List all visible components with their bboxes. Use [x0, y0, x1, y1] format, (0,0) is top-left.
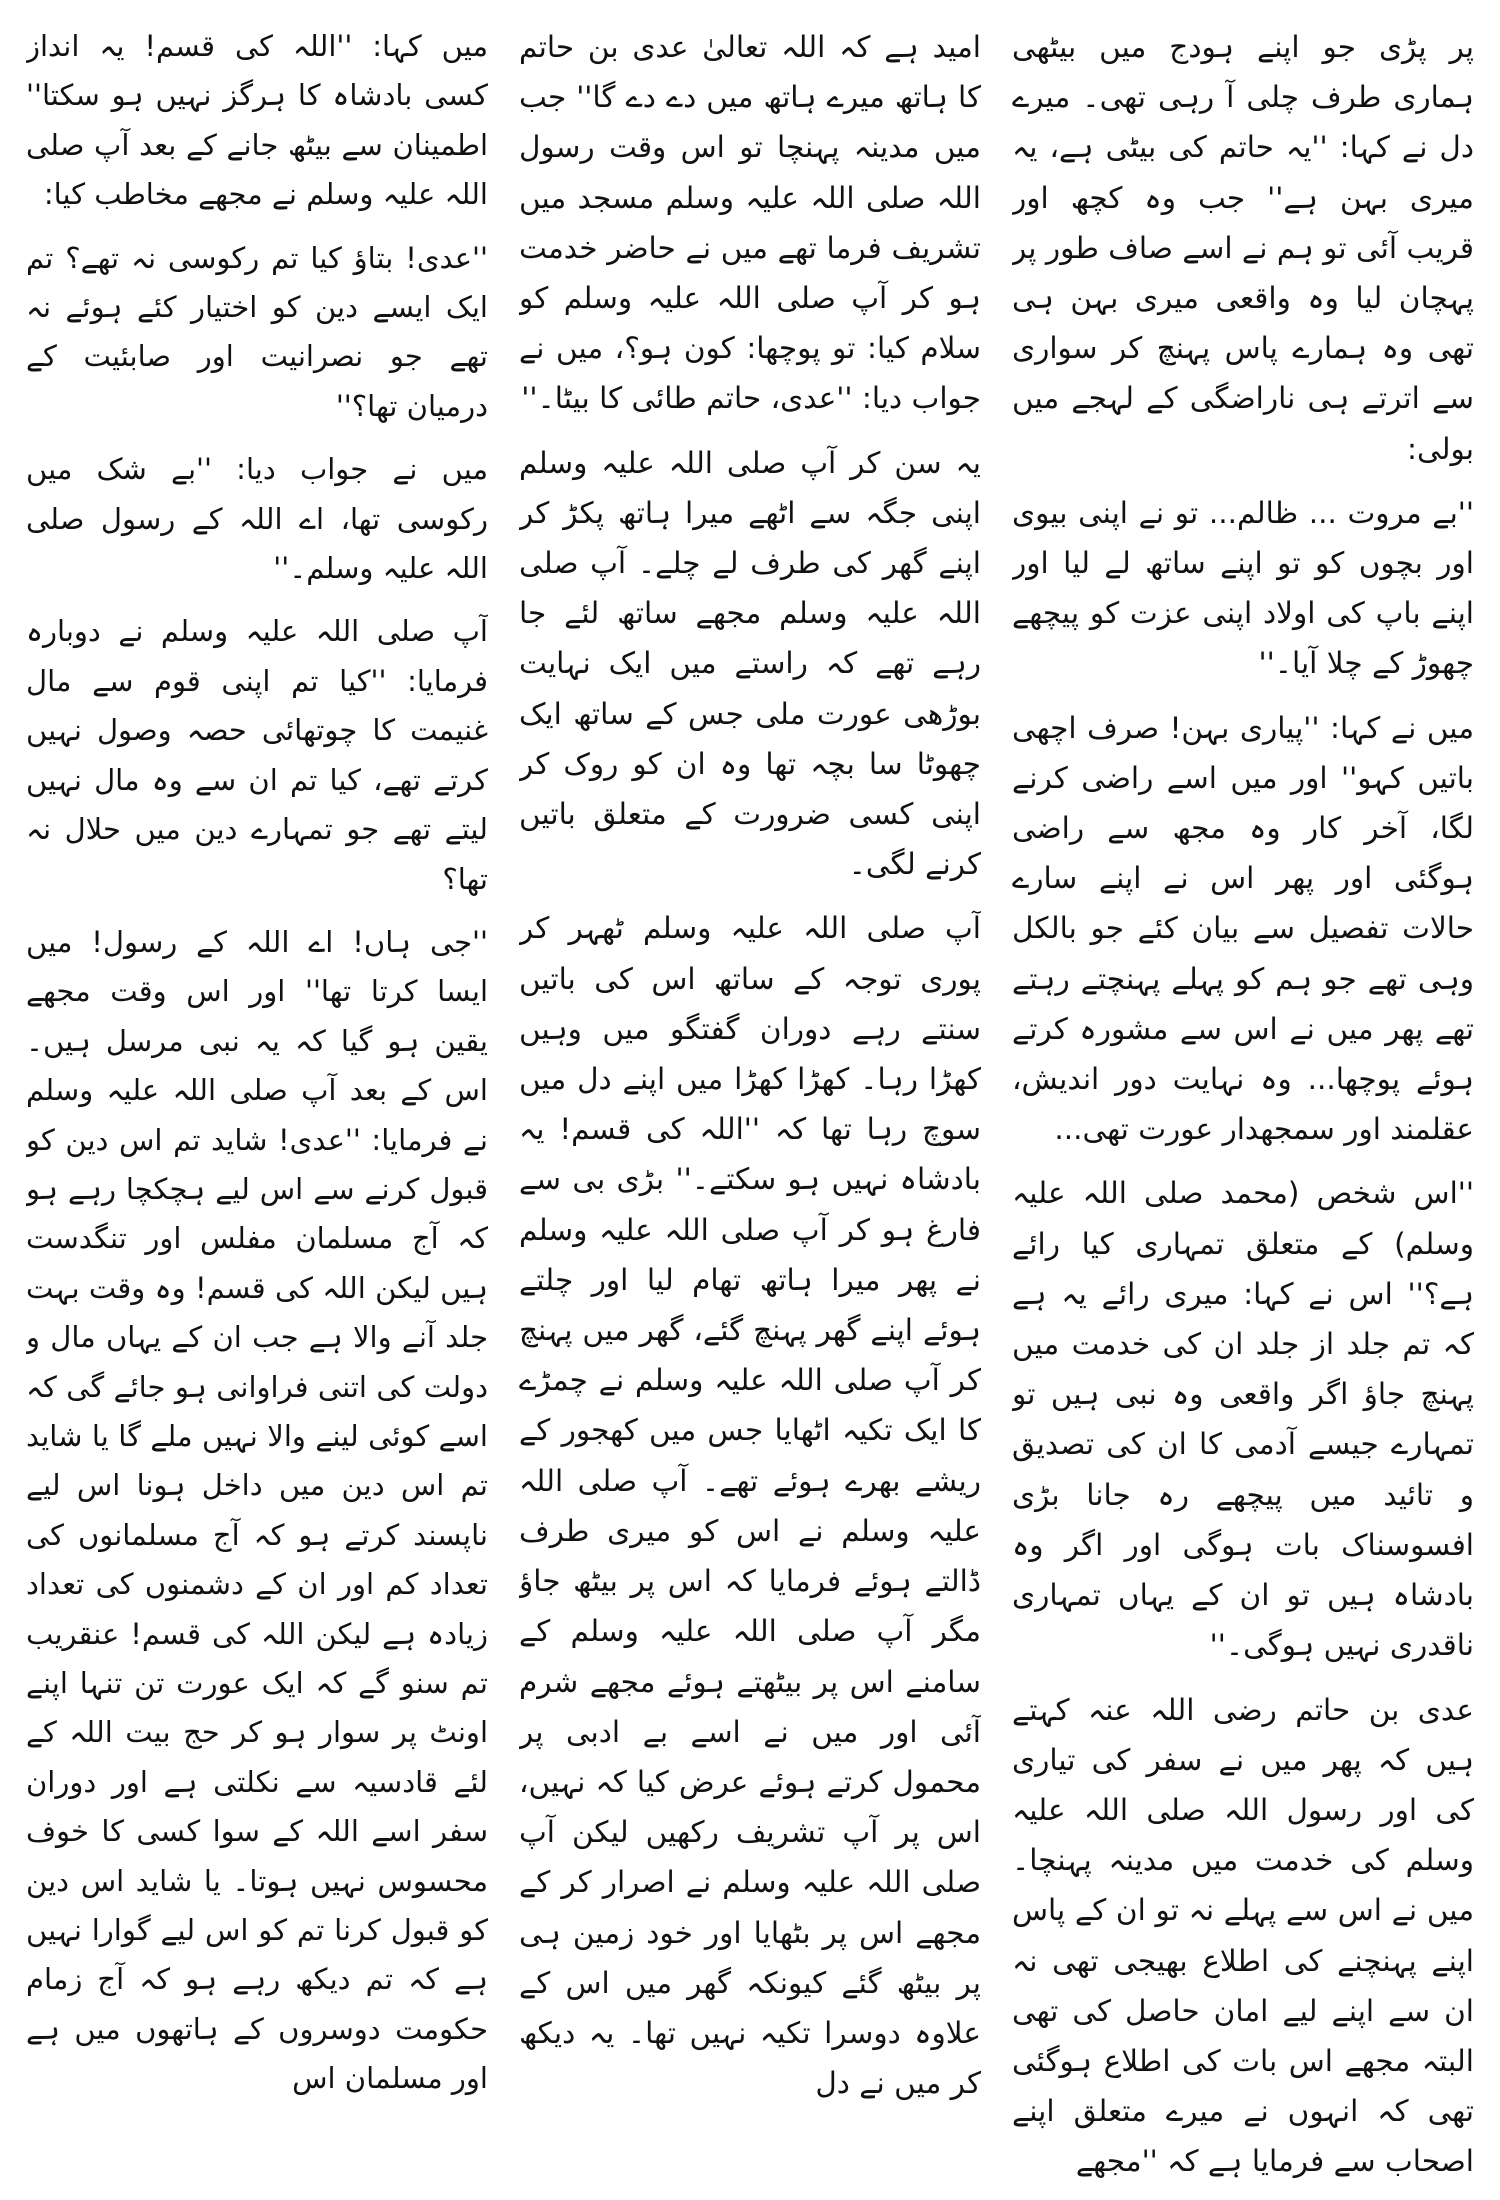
paragraph: ''بے مروت ... ظالم... تو نے اپنی بیوی اور بچوں کو تو اپنے ساتھ لے لیا اور اپنے باپ کی اولاد اپنی عزت کو پیچھے چھوڑ کے چلا آیا۔'': [1012, 495, 1474, 681]
paragraph: ''عدی! بتاؤ کیا تم رکوسی نہ تھے؟ تم ایک ایسے دین کو اختیار کئے ہوئے نہ تھے جو نصرانیت اور صابئیت کے درمیان تھا؟'': [26, 240, 488, 423]
paragraph: آپ صلی اللہ علیہ وسلم نے دوبارہ فرمایا: ''کیا تم اپنی قوم سے مال غنیمت کا چوتھائی حصہ وصول نہیں کرتے تھے، کیا تم ان سے وہ مال نہیں لیتے تھے جو تمہارے دین میں حلال نہ تھا؟: [26, 614, 488, 896]
paragraph: ''جی ہاں! اے اللہ کے رسول! میں ایسا کرتا تھا'' اور اس وقت مجھے یقین ہو گیا کہ یہ نبی مرسل ہیں۔ اس کے بعد آپ صلی اللہ علیہ وسلم نے فرمایا: ''عدی! شاید تم اس دین کو قبول کرنے سے اس لیے ہچکچا رہے ہو کہ آج مسلمان مفلس اور تنگدست ہیں لیکن اللہ کی قسم! وہ وقت بہت جلد آنے والا ہے جب ان کے یہاں مال و دولت کی اتنی فراوانی ہو جائے گی کہ اسے کوئی لینے والا نہیں ملے گا یا شاید تم اس دین میں داخل ہونا اس لیے ناپسند کرتے ہو کہ آج مسلمانوں کی تعداد کم اور ان کے دشمنوں کی تعداد زیادہ ہے لیکن اللہ کی قسم! عنقریب تم سنو گے کہ ایک عورت تن تنہا اپنے اونٹ پر سوار ہو کر حج بیت اللہ کے لئے قادسیہ سے نکلتی ہے اور دوران سفر اسے اللہ کے سوا کسی کا خوف محسوس نہیں ہوتا۔ یا شاید اس دین کو قبول کرنا تم کو اس لیے گوارا نہیں ہے کہ تم دیکھ رہے ہو کہ آج زمام حکومت دوسروں کے ہاتھوں میں ہے اور مسلمان اس: [26, 924, 488, 2096]
paragraph: آپ صلی اللہ علیہ وسلم ٹھہر کر پوری توجہ کے ساتھ اس کی باتیں سنتے رہے دوران گفتگو میں وہیں کھڑا رہا۔ کھڑا کھڑا میں اپنے دل میں سوچ رہا تھا کہ ''اللہ کی قسم! یہ بادشاہ نہیں ہو سکتے۔'' بڑی بی سے فارغ ہو کر آپ صلی اللہ علیہ وسلم نے پھر میرا ہاتھ تھام لیا اور چلتے ہوئے اپنے گھر پہنچ گئے، گھر میں پہنچ کر آپ صلی اللہ علیہ وسلم نے چمڑے کا ایک تکیہ اٹھایا جس میں کھجور کے ریشے بھرے ہوئے تھے۔ آپ صلی اللہ علیہ وسلم نے اس کو میری طرف ڈالتے ہوئے فرمایا کہ اس پر بیٹھ جاؤ مگر آپ صلی اللہ علیہ وسلم کے سامنے اس پر بیٹھتے ہوئے مجھے شرم آئی اور میں نے اسے بے ادبی پر محمول کرتے ہوئے عرض کیا کہ نہیں، اس پر آپ تشریف رکھیں لیکن آپ صلی اللہ علیہ وسلم نے اصرار کر کے مجھے اس پر بٹھایا اور خود زمین ہی پر بیٹھ گئے کیونکہ گھر میں اس کے علاوہ دوسرا تکیہ نہیں تھا۔ یہ دیکھ کر میں نے دل: [519, 911, 981, 2101]
text-column-right: [1012, 22, 1474, 2190]
paragraph: میں نے جواب دیا: ''بے شک میں رکوسی تھا، اے اللہ کے رسول صلی اللہ علیہ وسلم۔'': [26, 452, 488, 586]
paragraph: عدی بن حاتم رضی اللہ عنہ کہتے ہیں کہ پھر میں نے سفر کی تیاری کی اور رسول اللہ صلی اللہ علیہ وسلم کی خدمت میں مدینہ پہنچا۔ میں نے اس سے پہلے نہ تو ان کے پاس اپنے پہنچنے کی اطلاع بھیجی تھی نہ ان سے اپنے لیے امان حاصل کی تھی البتہ مجھے اس بات کی اطلاع ہوگئی تھی کہ انہوں نے میرے متعلق اپنے اصحاب سے فرمایا ہے کہ ''مجھے: [1012, 1692, 1474, 2179]
paragraph: امید ہے کہ اللہ تعالیٰ عدی بن حاتم کا ہاتھ میرے ہاتھ میں دے دے گا'' جب میں مدینہ پہنچا تو اس وقت رسول اللہ صلی اللہ علیہ وسلم مسجد میں تشریف فرما تھے میں نے حاضر خدمت ہو کر آپ صلی اللہ علیہ وسلم کو سلام کیا: تو پوچھا: کون ہو؟، میں نے جواب دیا: ''عدی، حاتم طائی کا بیٹا۔'': [519, 30, 981, 416]
paragraph: ''اس شخص (محمد صلی اللہ علیہ وسلم) کے متعلق تمہاری کیا رائے ہے؟'' اس نے کہا: میری رائے یہ ہے کہ تم جلد از جلد ان کی خدمت میں پہنچ جاؤ اگر واقعی وہ نبی ہیں تو تمہارے جیسے آدمی کا ان کی تصدیق و تائید میں پیچھے رہ جانا بڑی افسوسناک بات ہوگی اور اگر وہ بادشاہ ہیں تو ان کے یہاں تمہاری ناقدری نہیں ہوگی۔'': [1012, 1176, 1474, 1663]
text-column-left: [26, 22, 488, 2190]
paragraph: پر پڑی جو اپنے ہودج میں بیٹھی ہماری طرف چلی آ رہی تھی۔ میرے دل نے کہا: ''یہ حاتم کی بیٹی ہے، یہ میری بہن ہے'' جب وہ کچھ اور قریب آئی تو ہم نے اسے صاف طور پر پہچان لیا وہ واقعی میری بہن ہی تھی وہ ہمارے پاس پہنچ کر سواری سے اترتے ہی ناراضگی کے لہجے میں بولی:: [1012, 30, 1474, 466]
text-column-middle: [519, 22, 981, 2190]
paragraph: یہ سن کر آپ صلی اللہ علیہ وسلم اپنی جگہ سے اٹھے میرا ہاتھ پکڑ کر اپنے گھر کی طرف لے چلے۔ آپ صلی اللہ علیہ وسلم مجھے ساتھ لئے جا رہے تھے کہ راستے میں ایک نہایت بوڑھی عورت ملی جس کے ساتھ ایک چھوٹا سا بچہ تھا وہ ان کو روک کر اپنی کسی ضرورت کے متعلق باتیں کرنے لگی۔: [519, 445, 981, 882]
paragraph: میں نے کہا: ''پیاری بہن! صرف اچھی باتیں کہو'' اور میں اسے راضی کرنے لگا، آخر کار وہ مجھ سے راضی ہوگئی اور پھر اس نے اپنے سارے حالات تفصیل سے بیان کئے جو بالکل وہی تھے جو ہم کو پہلے پہنچتے رہتے تھے پھر میں نے اس سے مشورہ کرتے ہوئے پوچھا... وہ نہایت دور اندیش، عقلمند اور سمجھدار عورت تھی...: [1012, 710, 1474, 1147]
paragraph: میں کہا: ''اللہ کی قسم! یہ انداز کسی بادشاہ کا ہرگز نہیں ہو سکتا'' اطمینان سے بیٹھ جانے کے بعد آپ صلی اللہ علیہ وسلم نے مجھے مخاطب کیا:: [26, 29, 488, 212]
